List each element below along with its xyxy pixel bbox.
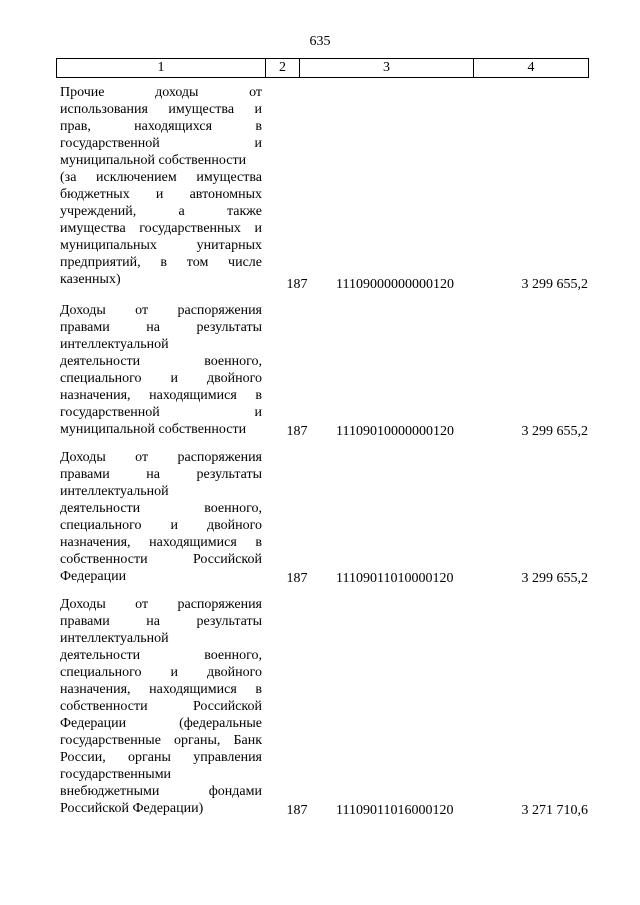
column-header-2: 2 <box>266 59 300 78</box>
description-line: государственной и <box>60 405 262 420</box>
description-line: Прочие доходы от <box>60 85 262 100</box>
description-line: собственности Российской <box>60 552 262 567</box>
description-line: бюджетных и автономных <box>60 187 262 202</box>
description-line: назначения, находящимися в <box>60 388 262 403</box>
row-code-admin: 187 <box>286 803 308 818</box>
row-amount: 3 299 655,2 <box>521 424 588 439</box>
row-code-kbk: 11109010000000120 <box>336 424 454 439</box>
description-line: специального и двойного <box>60 665 262 680</box>
description-line: правами на результаты <box>60 320 262 335</box>
row-amount: 3 299 655,2 <box>521 571 588 586</box>
row-description <box>60 84 262 288</box>
row-code-admin: 187 <box>286 277 308 292</box>
description-line: Федерации (федеральные <box>60 716 262 731</box>
description-line: правами на результаты <box>60 467 262 482</box>
description-line: Федерации <box>60 569 127 584</box>
column-header-1: 1 <box>57 59 266 78</box>
column-header-3: 3 <box>300 59 474 78</box>
description-line: использования имущества и <box>60 102 262 117</box>
description-line: (за исключением имущества <box>60 170 262 185</box>
row-code-admin: 187 <box>286 571 308 586</box>
description-line: интеллектуальной <box>60 337 169 352</box>
description-line: России, органы управления <box>60 750 262 765</box>
description-line: учреждений, а также <box>60 204 262 219</box>
description-line: имущества государственных и <box>60 221 262 236</box>
page-number: 635 <box>309 34 331 49</box>
description-line: государственными <box>60 767 172 782</box>
row-amount: 3 299 655,2 <box>521 277 588 292</box>
description-line: деятельности военного, <box>60 648 262 663</box>
row-description <box>60 449 262 585</box>
description-line: деятельности военного, <box>60 501 262 516</box>
column-header-4: 4 <box>474 59 589 78</box>
description-line: интеллектуальной <box>60 484 169 499</box>
description-line: специального и двойного <box>60 371 262 386</box>
description-line: назначения, находящимися в <box>60 682 262 697</box>
row-code-admin: 187 <box>286 424 308 439</box>
description-line: казенных) <box>60 272 121 287</box>
description-line: деятельности военного, <box>60 354 262 369</box>
row-code-kbk: 11109000000000120 <box>336 277 454 292</box>
description-line: внебюджетными фондами <box>60 784 262 799</box>
description-line: предприятий, в том числе <box>60 255 262 270</box>
description-line: Доходы от распоряжения <box>60 450 262 465</box>
row-description <box>60 596 262 817</box>
description-line: прав, находящихся в <box>60 119 262 134</box>
description-line: муниципальных унитарных <box>60 238 262 253</box>
row-amount: 3 271 710,6 <box>521 803 588 818</box>
description-line: назначения, находящимися в <box>60 535 262 550</box>
description-line: муниципальной собственности <box>60 422 247 437</box>
description-line: муниципальной собственности <box>60 153 247 168</box>
description-line: Доходы от распоряжения <box>60 597 262 612</box>
description-line: интеллектуальной <box>60 631 169 646</box>
description-line: собственности Российской <box>60 699 262 714</box>
row-description <box>60 302 262 438</box>
row-code-kbk: 11109011010000120 <box>336 571 454 586</box>
description-line: Российской Федерации) <box>60 801 204 816</box>
description-line: правами на результаты <box>60 614 262 629</box>
column-header-row <box>56 58 589 78</box>
description-line: Доходы от распоряжения <box>60 303 262 318</box>
description-line: специального и двойного <box>60 518 262 533</box>
description-line: государственной и <box>60 136 262 151</box>
row-code-kbk: 11109011016000120 <box>336 803 454 818</box>
description-line: государственные органы, Банк <box>60 733 262 748</box>
